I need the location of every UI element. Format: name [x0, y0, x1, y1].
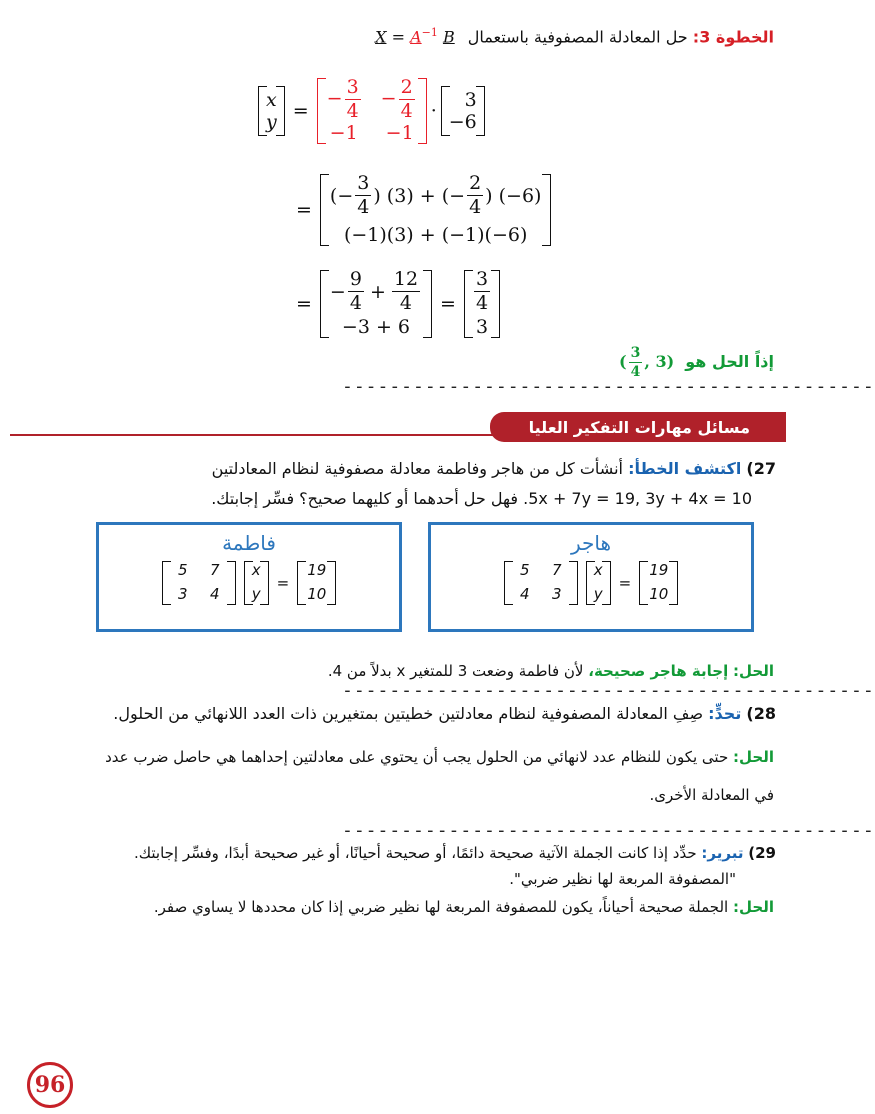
- product-row-1: (− $\frac{3}{4}$ ) (3) + (− $\frac{2}{4}$ ) (−6): [329, 172, 542, 218]
- fatima-box: فاطمة 5 7 3 4 x y = 19 10: [96, 522, 402, 632]
- sum-row-2: −3 + 6: [341, 316, 411, 338]
- equation-line-1: [258, 76, 485, 146]
- step3-formula: [375, 26, 455, 46]
- fatima-name: فاطمة: [222, 531, 276, 555]
- q29-text: حدِّد إذا كانت الجملة الآتية صحيحة دائمًا، أو صحيحة أحيانًا، أو غير صحيحة أبدًا، وفسِّر إجابتك.: [133, 844, 697, 862]
- a22: −1: [385, 122, 414, 144]
- q29-question: [6, 840, 776, 892]
- b-vector: [441, 86, 485, 136]
- equation-line-2: [296, 172, 551, 248]
- q28-number: 28): [746, 704, 776, 723]
- q28-answer-label: الحل:: [733, 748, 774, 766]
- q29-answer: [34, 898, 774, 916]
- q27-tag: اكتشف الخطأ:: [628, 459, 742, 478]
- q27-answer-label: الحل:: [733, 662, 774, 680]
- formula-x: X: [375, 27, 387, 47]
- hajar-matrix: 5 7 4 3: [504, 561, 578, 605]
- q29-quote: "المصفوفة المربعة لها نظير ضربي".: [509, 870, 736, 888]
- sum-row-1: − $\frac{9}{4}$ + $\frac{12}{4}$: [329, 268, 419, 314]
- inverse-matrix: [317, 78, 427, 144]
- q28-answer-line1: حتى يكون للنظام عدد لانهائي من الحلول يجب أن يحتوي على معادلتين إحداهما هي حاصل ضرب عدد: [105, 748, 729, 766]
- hajar-vars: x y: [586, 561, 611, 605]
- eq-sign-3: =: [296, 293, 312, 315]
- result-y: 3: [475, 316, 489, 338]
- solution-value: ( $\frac{3}{4}$ , 3): [618, 345, 675, 380]
- q28-question: [16, 704, 776, 723]
- q27-answer-highlight: إجابة هاجر صحيحة،: [588, 662, 729, 680]
- step3-label: الخطوة 3:: [692, 27, 774, 47]
- q27-answer-rest: لأن فاطمة وضعت 3 للمتغير x بدلاً من 4.: [327, 662, 584, 680]
- q29-answer-text: الجملة صحيحة أحياناً، يكون للمصفوفة المربعة لها نظير ضربي إذا كان محددها لا يساوي صفر.: [153, 898, 729, 916]
- hajar-name: هاجر: [570, 531, 612, 555]
- xy-vector: [258, 86, 285, 136]
- q29-number: 29): [748, 844, 776, 862]
- page-number: [27, 1062, 73, 1108]
- divider-1: ---------------------------------------------: [342, 376, 875, 397]
- a11: − $\frac{3}{4}$: [326, 76, 359, 122]
- q27-text: [16, 454, 776, 514]
- formula-a: A: [410, 27, 422, 47]
- q27-line2: 5x + 7y = 19, 3y + 4x = 10. فهل حل أحدهما أو كليهما صحيح؟ فسِّر إجابتك.: [211, 489, 752, 508]
- fatima-vars: x y: [244, 561, 269, 605]
- q28-answer: [14, 738, 774, 814]
- banner-title: مسائل مهارات التفكير العليا: [528, 417, 750, 437]
- b2: −6: [448, 111, 477, 133]
- q29-answer-label: الحل:: [733, 898, 774, 916]
- solution-line: [374, 346, 774, 379]
- equation-line-3: [296, 268, 500, 340]
- a21: −1: [329, 122, 358, 144]
- q29-tag: تبرير:: [701, 844, 744, 862]
- eq-sign-1: =: [292, 100, 309, 122]
- dot-sign: ·: [430, 100, 437, 122]
- vector-x: x: [266, 89, 277, 111]
- sum-matrix: [320, 270, 432, 338]
- product-matrix: [320, 174, 552, 246]
- product-row-2: (−1)(3) + (−1)(−6): [343, 224, 528, 246]
- section-banner: [490, 412, 786, 442]
- eq-sign-2: =: [296, 199, 312, 221]
- step3-text: حل المعادلة المصفوفية باستعمال: [467, 27, 688, 47]
- q27-answer: [14, 662, 774, 680]
- hajar-rhs: 19 10: [639, 561, 678, 605]
- a12: − $\frac{2}{4}$: [380, 76, 413, 122]
- vector-y: y: [266, 111, 277, 133]
- b1: 3: [464, 89, 477, 111]
- fatima-matrix: 5 7 3 4: [162, 561, 236, 605]
- divider-2: ---------------------------------------------: [342, 680, 875, 701]
- q28-answer-line2: في المعادلة الأخرى.: [649, 786, 774, 804]
- solution-label: إذاً الحل هو: [685, 352, 774, 371]
- formula-inv: −1: [421, 26, 438, 39]
- divider-3: ---------------------------------------------: [342, 820, 875, 841]
- q27-number: 27): [746, 459, 776, 478]
- hajar-box: هاجر 5 7 4 3 x y = 19 10: [428, 522, 754, 632]
- eq-sign-4: =: [440, 293, 456, 315]
- q28-text: صِفِ المعادلة المصفوفية لنظام معادلتين خطيتين بمتغيرين ذات العدد اللانهائي من الحلول.: [113, 704, 704, 723]
- result-vector: $\frac{3}{4}$ 3: [464, 270, 500, 338]
- step3-line: [14, 26, 774, 46]
- q27-line1: أنشأت كل من هاجر وفاطمة معادلة مصفوفية لنظام المعادلتين: [211, 459, 623, 478]
- page-number-text: 96: [34, 1072, 66, 1098]
- q28-tag: تحدٍّ:: [708, 704, 742, 723]
- formula-eq: =: [391, 27, 405, 47]
- formula-b: B: [442, 27, 455, 47]
- fatima-rhs: 19 10: [297, 561, 336, 605]
